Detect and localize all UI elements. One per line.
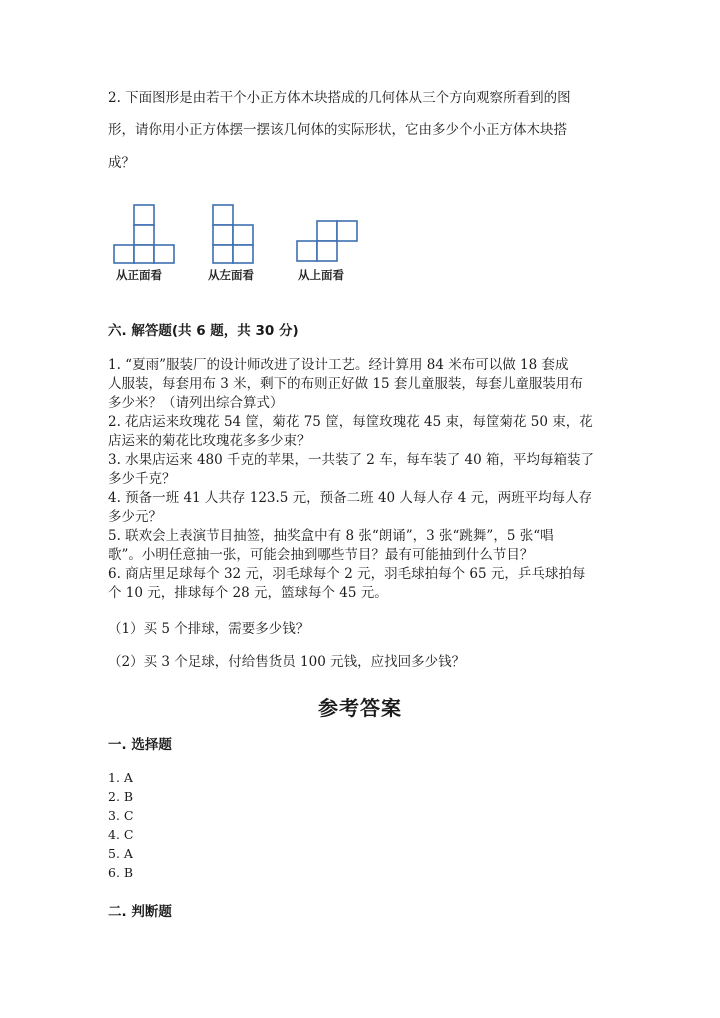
problem-line: 人服装，每套用布 3 米，剩下的布则正好做 15 套儿童服装，每套儿童服装用布 [108, 376, 583, 392]
answer-item: 1. A [108, 770, 133, 785]
problem-line: 6. 商店里足球每个 32 元，羽毛球每个 2 元，羽毛球拍每个 65 元，乒乓球拍每 [108, 566, 586, 582]
problem-line: 4. 预备一班 41 人共存 123.5 元，预备二班 40 人每人存 4 元，两班平均每人存 [108, 490, 593, 506]
answers-section-1-heading: 一. 选择题 [108, 737, 172, 753]
question-2-line-3: 成？ [108, 155, 135, 171]
problem-line: 多少千克？ [108, 471, 176, 487]
front-view-label: 从正面看 [116, 268, 162, 282]
answer-item: 6. B [108, 865, 134, 880]
problem-line: 多少米？（请列出综合算式） [108, 395, 284, 411]
answer-item: 3. C [108, 808, 134, 823]
answer-key-title: 参考答案 [318, 696, 402, 720]
problem-line: 3. 水果店运来 480 千克的苹果，一共装了 2 车，每车装了 40 箱，平均每箱装了 [108, 452, 594, 468]
answer-item: 2. B [108, 789, 134, 804]
problem-line: 个 10 元，排球每个 28 元，篮球每个 45 元。 [108, 585, 388, 601]
problem-line: 2. 花店运来玫瑰花 54 筐，菊花 75 筐，每筐玫瑰花 45 束，每筐菊花 50 束，花 [108, 414, 593, 430]
front-view-diagram [113, 204, 179, 264]
problem-line: 5. 联欢会上表演节目抽签，抽奖盒中有 8 张“朗诵”，3 张“跳舞”，5 张“唱 [108, 528, 554, 544]
sub-question-1: （1）买 5 个排球，需要多少钱？ [108, 621, 310, 637]
left-view-label: 从左面看 [208, 268, 254, 282]
answers-section-2-heading: 二. 判断题 [108, 904, 172, 920]
left-view-diagram [212, 204, 258, 264]
answer-item: 5. A [108, 846, 133, 861]
three-views-figure [108, 200, 368, 286]
top-view-diagram [296, 220, 360, 264]
question-2-line-1: 2. 下面图形是由若干个小正方体木块搭成的几何体从三个方向观察所看到的图 [108, 90, 571, 106]
sub-question-2: （2）买 3 个足球，付给售货员 100 元钱，应找回多少钱？ [108, 654, 466, 670]
answer-item: 4. C [108, 827, 134, 842]
problem-line: 歌”。小明任意抽一张，可能会抽到哪些节目？最有可能抽到什么节目？ [108, 547, 534, 563]
question-2-line-2: 形，请你用小正方体摆一摆该几何体的实际形状，它由多少个小正方体木块搭 [108, 122, 567, 138]
problem-line: 店运来的菊花比玫瑰花多多少束？ [108, 433, 311, 449]
top-view-label: 从上面看 [298, 268, 344, 282]
problem-line: 1. “夏雨”服装厂的设计师改进了设计工艺。经计算用 84 米布可以做 18 套成 [108, 357, 569, 373]
problem-line: 多少元？ [108, 509, 162, 525]
section-6-heading: 六. 解答题(共 6 题，共 30 分) [108, 323, 299, 339]
